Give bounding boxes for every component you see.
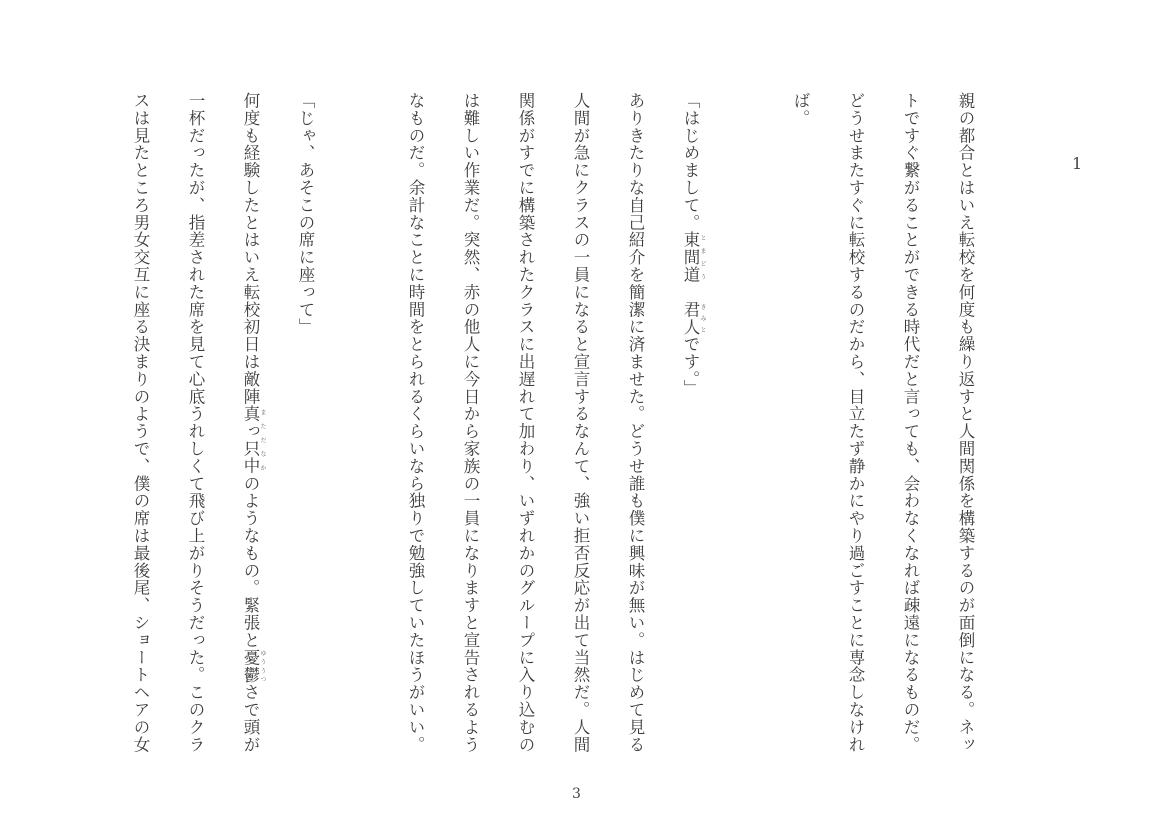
given-name-text: 君人: [681, 300, 700, 336]
ruby-reading: ゆううつ: [259, 648, 266, 684]
text-line: 関係がすでに構築されたクラスに出遅れて加わり、いずれかのグループに入り込むの: [516, 92, 535, 754]
surname-text: 東間道: [681, 231, 700, 284]
ruby-mattadanaka: [241, 405, 266, 475]
ruby-base: 真っ只中: [241, 405, 260, 475]
line-segment: のようなもの。緊張と: [241, 474, 260, 649]
name-surname: [681, 231, 706, 284]
surname-ruby: とまどう: [699, 231, 706, 284]
ruby-yuuutsu: [241, 648, 266, 684]
text-line: ば。: [791, 92, 810, 127]
name-given: [681, 300, 706, 336]
dialogue-open: 「はじめまして。: [681, 92, 700, 232]
text-line: 人間が急にクラスの一員になると宣言するなんて、強い拒否反応が出て当然だ。人間: [571, 92, 590, 754]
text-line: スは見たところ男女交互に座る決まりのようで、僕の席は最後尾、ショートヘアの女: [131, 92, 150, 754]
ruby-reading: まただなか: [259, 405, 266, 475]
text-line-with-ruby: [223, 92, 278, 752]
line-segment: 何度も経験したとはいえ転校初日は敵陣: [241, 92, 260, 406]
text-line: トですぐ繋がることができる時代だと言っても、会わなくなれば疎遠になるものだ。: [901, 92, 920, 754]
blank-line: [718, 92, 773, 752]
line-segment: さで頭が: [241, 683, 260, 754]
text-line: どうせまたすぐに転校するのだから、目立たず静かにやり過ごすことに専念しなけれ: [846, 92, 865, 754]
page-number: 3: [572, 786, 581, 802]
given-name-ruby: きみと: [699, 300, 706, 336]
blank-line: [333, 92, 388, 752]
dialogue-line: [663, 92, 718, 752]
text-line: 一杯だったが、指差された席を見て心底うれしくて飛び上がりそうだった。このクラ: [186, 92, 205, 754]
text-line: ありきたりな自己紹介を簡潔に済ませた。どうせ誰も僕に興味が無い。はじめて見る: [626, 92, 645, 754]
chapter-number: 1: [1072, 154, 1083, 173]
text-line: は難しい作業だ。突然、赤の他人に今日から家族の一員になりますと宣告されるよう: [461, 92, 480, 754]
ruby-base: 憂鬱: [241, 648, 260, 684]
text-line: なものだ。余計なことに時間をとられるくらいなら独りで勉強していたほうがいい。: [406, 92, 425, 754]
dialogue-line: 「じゃ、あそこの席に座って」: [296, 92, 315, 336]
vertical-body-text: [113, 92, 993, 752]
dialogue-close: です。」: [681, 335, 700, 397]
name-space: [681, 283, 700, 300]
text-line: 親の都合とはいえ転校を何度も繰り返すと人間関係を構築するのが面倒になる。ネッ: [956, 92, 975, 754]
